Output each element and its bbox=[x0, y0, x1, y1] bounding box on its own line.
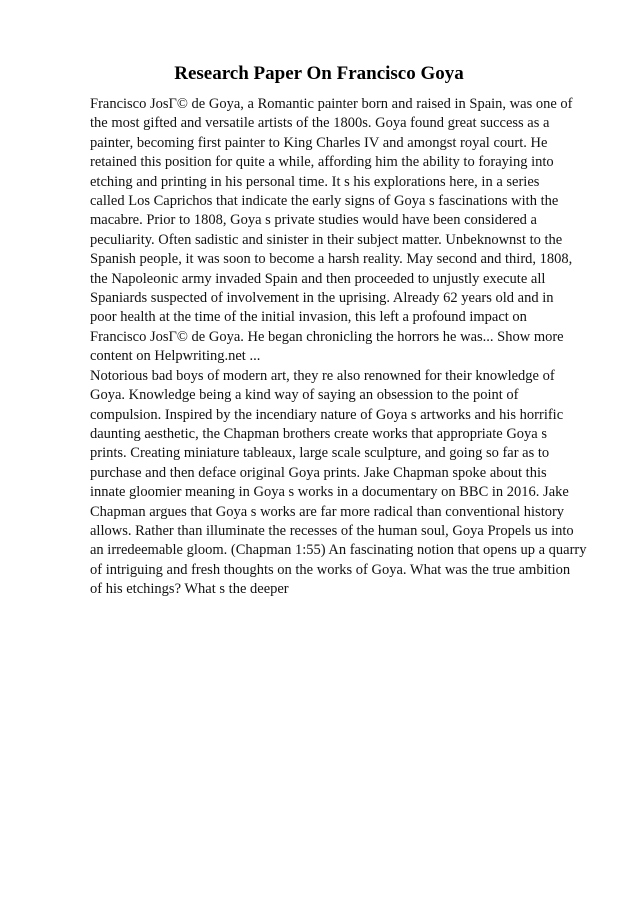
text-line: Notorious bad boys of modern art, they re also renowned for their knowledge of bbox=[90, 367, 555, 384]
text-line: Chapman argues that Goya s works are far more radical than conventional history bbox=[90, 503, 565, 520]
text-line: the Napoleonic army invaded Spain and then proceeded to unjustly execute all bbox=[90, 270, 546, 287]
text-line: daunting aesthetic, the Chapman brothers create works that appropriate Goya s bbox=[90, 425, 547, 442]
text-line: retained this position for quite a while, affording him the ability to foraying into bbox=[90, 154, 554, 171]
text-line: of intriguing and fresh thoughts on the works of Goya. What was the true ambition bbox=[90, 561, 571, 578]
text-line: allows. Rather than illuminate the recesses of the human soul, Goya Propels us into bbox=[90, 522, 574, 539]
text-line: etching and printing in his personal time. It s his explorations here, in a series bbox=[90, 173, 540, 190]
text-line: called Los Caprichos that indicate the early signs of Goya s fascinations with the bbox=[90, 193, 559, 210]
text-line: an irredeemable gloom. (Chapman 1:55) An fascinating notion that opens up a quarry bbox=[90, 542, 587, 559]
text-line: Spaniards suspected of involvement in the uprising. Already 62 years old and in bbox=[90, 290, 554, 307]
page-title: Research Paper On Francisco Goya bbox=[174, 63, 464, 84]
text-line: of his etchings? What s the deeper bbox=[90, 581, 289, 598]
text-line: Spanish people, it was soon to become a harsh reality. May second and third, 1808, bbox=[90, 251, 573, 268]
text-line: Goya. Knowledge being a kind way of saying an obsession to the point of bbox=[90, 387, 519, 404]
text-line: purchase and then deface original Goya prints. Jake Chapman spoke about this bbox=[90, 464, 547, 481]
text-line: innate gloomier meaning in Goya s works in a documentary on BBC in 2016. Jake bbox=[90, 484, 569, 501]
text-line: macabre. Prior to 1808, Goya s private studies would have been considered a bbox=[90, 212, 537, 229]
body-text bbox=[90, 95, 587, 600]
text-line: poor health at the time of the initial invasion, this left a profound impact on bbox=[90, 309, 527, 326]
text-line: peculiarity. Often sadistic and sinister in their subject matter. Unbeknownst to the bbox=[90, 231, 563, 248]
text-line: content on Helpwriting.net ... bbox=[90, 348, 261, 365]
text-line: Francisco JosГ© de Goya, a Romantic painter born and raised in Spain, was one of bbox=[90, 96, 573, 112]
text-line: painter, becoming first painter to King Charles IV and amongst royal court. He bbox=[90, 134, 548, 151]
text-line: compulsion. Inspired by the incendiary nature of Goya s artworks and his horrific bbox=[90, 406, 564, 423]
text-line: Francisco JosГ© de Goya. He began chronicling the horrors he was... Show more bbox=[90, 328, 564, 345]
text-line: prints. Creating miniature tableaux, large scale sculpture, and going so far as to bbox=[90, 445, 550, 462]
text-line: the most gifted and versatile artists of the 1800s. Goya found great success as a bbox=[90, 115, 550, 132]
